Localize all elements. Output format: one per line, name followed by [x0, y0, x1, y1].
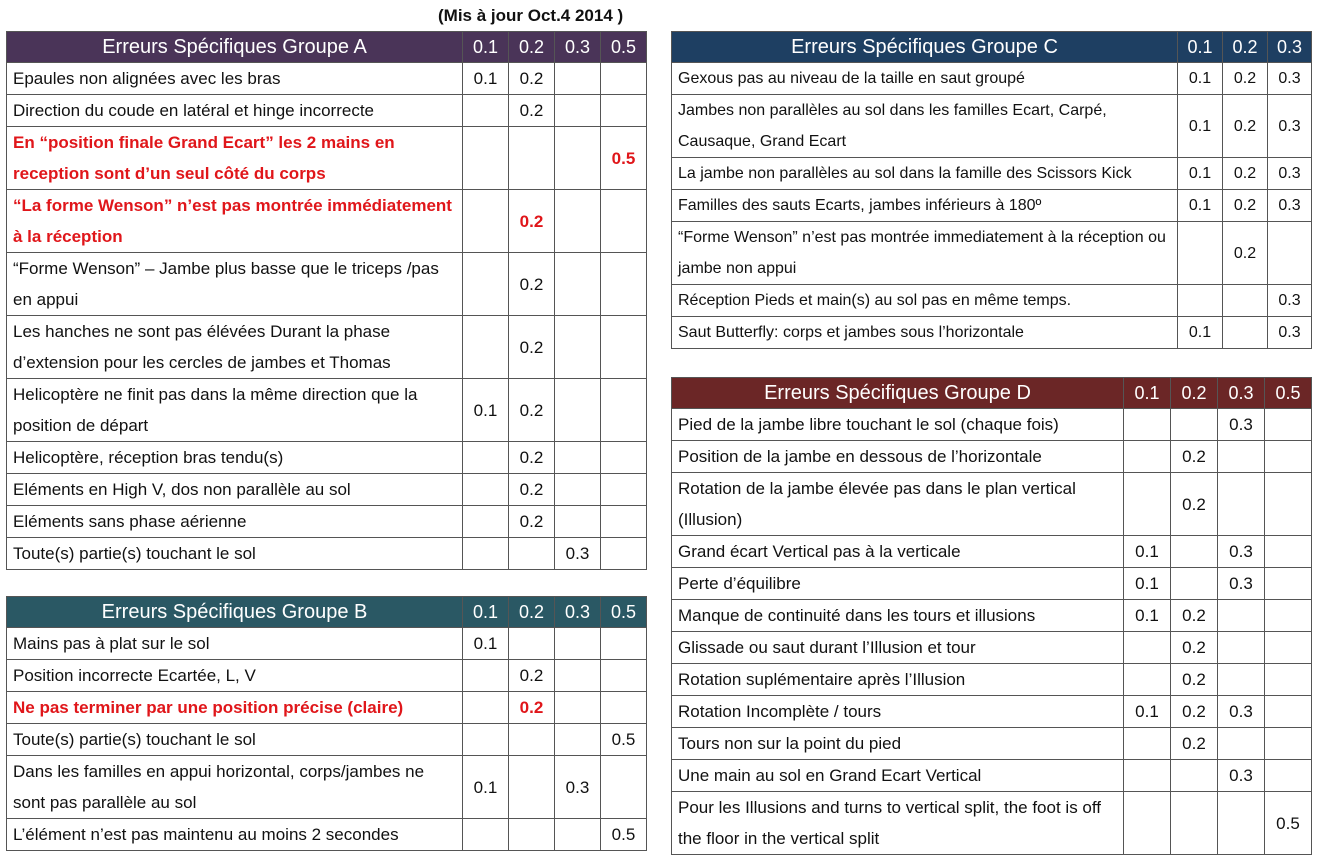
- deduction-cell: [1124, 760, 1171, 792]
- deduction-cell: [555, 63, 601, 95]
- deduction-cell: 0.2: [1171, 632, 1218, 664]
- deduction-cell: [509, 724, 555, 756]
- deduction-cell: 0.1: [463, 379, 509, 442]
- error-description: La jambe non parallèles au sol dans la famille des Scissors Kick: [672, 158, 1178, 190]
- table-row: [672, 536, 1312, 568]
- deduction-cell: 0.2: [509, 190, 555, 253]
- deduction-cell: 0.2: [1171, 728, 1218, 760]
- column-header: 0.1: [463, 597, 509, 628]
- error-description: Familles des sauts Ecarts, jambes inférieurs à 180º: [672, 190, 1178, 222]
- error-description: L’élément n’est pas maintenu au moins 2 secondes: [7, 819, 463, 851]
- table-row: [7, 724, 647, 756]
- table-row: [672, 95, 1312, 158]
- error-description: Pour les Illusions and turns to vertical split, the foot is off the floor in the vertical split: [672, 792, 1124, 855]
- deduction-cell: 0.2: [509, 660, 555, 692]
- deduction-cell: 0.3: [1268, 95, 1312, 158]
- error-description: Grand écart Vertical pas à la verticale: [672, 536, 1124, 568]
- error-description: Toute(s) partie(s) touchant le sol: [7, 538, 463, 570]
- deduction-cell: [1265, 696, 1312, 728]
- deduction-cell: [555, 692, 601, 724]
- table-groupe-d: [671, 377, 1312, 855]
- table-row: [7, 379, 647, 442]
- deduction-cell: 0.5: [1265, 792, 1312, 855]
- table-row: [672, 728, 1312, 760]
- deduction-cell: [1218, 441, 1265, 473]
- table-row: [7, 253, 647, 316]
- deduction-cell: 0.1: [1178, 317, 1223, 349]
- deduction-cell: [1265, 600, 1312, 632]
- deduction-cell: [1265, 632, 1312, 664]
- column-header: 0.1: [1178, 32, 1223, 63]
- group-title: Erreurs Spécifiques Groupe D: [672, 378, 1124, 409]
- deduction-cell: [463, 127, 509, 190]
- deduction-cell: [555, 442, 601, 474]
- deduction-cell: 0.5: [601, 819, 647, 851]
- deduction-cell: 0.5: [601, 127, 647, 190]
- table-row: [7, 95, 647, 127]
- table-row: [7, 692, 647, 724]
- deduction-cell: [601, 692, 647, 724]
- deduction-cell: [463, 442, 509, 474]
- error-description: Toute(s) partie(s) touchant le sol: [7, 724, 463, 756]
- deduction-cell: [555, 660, 601, 692]
- deduction-cell: [1223, 285, 1268, 317]
- error-description: Réception Pieds et main(s) au sol pas en même temps.: [672, 285, 1178, 317]
- deduction-cell: [555, 628, 601, 660]
- deduction-cell: [1265, 536, 1312, 568]
- error-description: Helicoptère, réception bras tendu(s): [7, 442, 463, 474]
- column-header: 0.2: [509, 597, 555, 628]
- deduction-cell: [601, 756, 647, 819]
- error-description: En “position finale Grand Ecart” les 2 mains en reception sont d’un seul côté du corps: [7, 127, 463, 190]
- table-row: [672, 63, 1312, 95]
- deduction-cell: 0.2: [509, 316, 555, 379]
- deduction-cell: [463, 474, 509, 506]
- error-description: “Forme Wenson” n’est pas montrée immediatement à la réception ou jambe non appui: [672, 222, 1178, 285]
- deduction-cell: 0.1: [1178, 158, 1223, 190]
- table-row: [672, 696, 1312, 728]
- deduction-cell: 0.3: [1218, 568, 1265, 600]
- deduction-cell: 0.3: [555, 538, 601, 570]
- table-row: [7, 316, 647, 379]
- deduction-cell: 0.2: [509, 474, 555, 506]
- deduction-cell: [509, 819, 555, 851]
- group-title: Erreurs Spécifiques Groupe A: [7, 32, 463, 63]
- error-description: Position incorrecte Ecartée, L, V: [7, 660, 463, 692]
- table-row: [672, 473, 1312, 536]
- deduction-cell: 0.1: [1124, 696, 1171, 728]
- column-header: 0.5: [601, 32, 647, 63]
- deduction-cell: [1124, 441, 1171, 473]
- column-header: 0.5: [601, 597, 647, 628]
- deduction-cell: 0.3: [1218, 760, 1265, 792]
- error-description: Ne pas terminer par une position précise (claire): [7, 692, 463, 724]
- deduction-cell: [1171, 409, 1218, 441]
- error-description: “Forme Wenson” – Jambe plus basse que le triceps /pas en appui: [7, 253, 463, 316]
- error-description: Les hanches ne sont pas élévées Durant la phase d’extension pour les cercles de jambes et Thomas: [7, 316, 463, 379]
- column-header: 0.2: [1171, 378, 1218, 409]
- error-description: Helicoptère ne finit pas dans la même direction que la position de départ: [7, 379, 463, 442]
- column-header: 0.1: [1124, 378, 1171, 409]
- deduction-cell: [509, 756, 555, 819]
- column-header: 0.2: [509, 32, 555, 63]
- deduction-cell: 0.3: [1218, 536, 1265, 568]
- table-row: [672, 792, 1312, 855]
- table-row: [7, 442, 647, 474]
- table-row: [7, 819, 647, 851]
- table-row: [672, 158, 1312, 190]
- deduction-cell: [1124, 728, 1171, 760]
- error-description: Gexous pas au niveau de la taille en saut groupé: [672, 63, 1178, 95]
- table-row: [7, 538, 647, 570]
- update-note: (Mis à jour Oct.4 2014 ): [438, 6, 624, 25]
- group-title: Erreurs Spécifiques Groupe C: [672, 32, 1178, 63]
- deduction-cell: [1265, 664, 1312, 696]
- deduction-cell: [463, 316, 509, 379]
- deduction-cell: 0.1: [1178, 190, 1223, 222]
- deduction-cell: 0.1: [1124, 568, 1171, 600]
- error-description: Jambes non parallèles au sol dans les familles Ecart, Carpé, Causaque, Grand Ecart: [672, 95, 1178, 158]
- table-row: [672, 409, 1312, 441]
- deduction-cell: 0.3: [1268, 190, 1312, 222]
- deduction-cell: [1171, 536, 1218, 568]
- table-header: [672, 378, 1312, 409]
- deduction-cell: [1178, 222, 1223, 285]
- deduction-cell: 0.2: [1223, 222, 1268, 285]
- deduction-cell: 0.1: [463, 756, 509, 819]
- error-description: Rotation Incomplète / tours: [672, 696, 1124, 728]
- deduction-cell: 0.3: [1268, 317, 1312, 349]
- table-row: [7, 756, 647, 819]
- deduction-cell: [463, 724, 509, 756]
- error-description: Position de la jambe en dessous de l’horizontale: [672, 441, 1124, 473]
- error-description: “La forme Wenson” n’est pas montrée immédiatement à la réception: [7, 190, 463, 253]
- deduction-cell: [463, 253, 509, 316]
- deduction-cell: [1218, 473, 1265, 536]
- deduction-cell: [555, 95, 601, 127]
- deduction-cell: [509, 628, 555, 660]
- deduction-cell: [1265, 728, 1312, 760]
- deduction-cell: [601, 538, 647, 570]
- deduction-cell: [509, 127, 555, 190]
- deduction-cell: 0.3: [1218, 696, 1265, 728]
- error-description: Rotation suplémentaire après l’Illusion: [672, 664, 1124, 696]
- deduction-cell: [1218, 792, 1265, 855]
- table-row: [672, 568, 1312, 600]
- table-row: [672, 285, 1312, 317]
- deduction-cell: [601, 474, 647, 506]
- table-row: [672, 441, 1312, 473]
- table-row: [672, 222, 1312, 285]
- deduction-cell: 0.2: [509, 95, 555, 127]
- deduction-cell: [555, 253, 601, 316]
- deduction-cell: [601, 379, 647, 442]
- deduction-cell: 0.1: [1124, 600, 1171, 632]
- group-title: Erreurs Spécifiques Groupe B: [7, 597, 463, 628]
- deduction-cell: [601, 506, 647, 538]
- error-description: Dans les familles en appui horizontal, corps/jambes ne sont pas parallèle au sol: [7, 756, 463, 819]
- table-groupe-b: [6, 596, 647, 851]
- deduction-cell: [555, 724, 601, 756]
- deduction-cell: [1268, 222, 1312, 285]
- deduction-cell: [1265, 568, 1312, 600]
- deduction-cell: 0.2: [1223, 63, 1268, 95]
- deduction-cell: [463, 538, 509, 570]
- deduction-cell: 0.2: [509, 253, 555, 316]
- deduction-cell: [1124, 409, 1171, 441]
- deduction-cell: 0.3: [1268, 285, 1312, 317]
- deduction-cell: 0.2: [1223, 158, 1268, 190]
- deduction-cell: 0.2: [1171, 696, 1218, 728]
- deduction-cell: [555, 819, 601, 851]
- deduction-cell: [463, 95, 509, 127]
- column-header: 0.5: [1265, 378, 1312, 409]
- deduction-cell: 0.1: [463, 628, 509, 660]
- deduction-cell: [463, 819, 509, 851]
- deduction-cell: [463, 660, 509, 692]
- deduction-cell: [1223, 317, 1268, 349]
- deduction-cell: [1178, 285, 1223, 317]
- error-description: Glissade ou saut durant l’Illusion et tour: [672, 632, 1124, 664]
- column-header: 0.3: [1268, 32, 1312, 63]
- deduction-cell: 0.2: [509, 63, 555, 95]
- error-description: Mains pas à plat sur le sol: [7, 628, 463, 660]
- table-row: [7, 660, 647, 692]
- table-row: [672, 317, 1312, 349]
- table-row: [672, 664, 1312, 696]
- deduction-cell: [509, 538, 555, 570]
- deduction-cell: [1265, 441, 1312, 473]
- table-row: [7, 506, 647, 538]
- table-row: [672, 600, 1312, 632]
- deduction-cell: [601, 628, 647, 660]
- deduction-cell: 0.1: [1178, 63, 1223, 95]
- deduction-cell: [1265, 473, 1312, 536]
- deduction-cell: [1265, 409, 1312, 441]
- table-groupe-c: [671, 31, 1312, 349]
- column-header: 0.2: [1223, 32, 1268, 63]
- error-description: Direction du coude en latéral et hinge incorrecte: [7, 95, 463, 127]
- deduction-cell: 0.2: [1171, 664, 1218, 696]
- deduction-cell: 0.5: [601, 724, 647, 756]
- table-row: [7, 127, 647, 190]
- column-header: 0.3: [555, 597, 601, 628]
- error-description: Manque de continuité dans les tours et illusions: [672, 600, 1124, 632]
- deduction-cell: 0.3: [555, 756, 601, 819]
- deduction-cell: [555, 506, 601, 538]
- deduction-cell: [601, 190, 647, 253]
- deduction-cell: [555, 190, 601, 253]
- table-row: [672, 190, 1312, 222]
- error-description: Eléments sans phase aérienne: [7, 506, 463, 538]
- error-description: Eléments en High V, dos non parallèle au sol: [7, 474, 463, 506]
- column-header: 0.3: [555, 32, 601, 63]
- deduction-cell: [601, 95, 647, 127]
- deduction-cell: 0.2: [1223, 190, 1268, 222]
- table-header: [672, 32, 1312, 63]
- deduction-cell: 0.2: [509, 442, 555, 474]
- deduction-cell: [601, 442, 647, 474]
- deduction-cell: 0.2: [1223, 95, 1268, 158]
- error-description: Saut Butterfly: corps et jambes sous l’horizontale: [672, 317, 1178, 349]
- deduction-cell: 0.2: [509, 379, 555, 442]
- error-description: Perte d’équilibre: [672, 568, 1124, 600]
- deduction-cell: [601, 63, 647, 95]
- column-header: 0.3: [1218, 378, 1265, 409]
- error-description: Une main au sol en Grand Ecart Vertical: [672, 760, 1124, 792]
- error-description: Tours non sur la point du pied: [672, 728, 1124, 760]
- deduction-cell: 0.2: [1171, 473, 1218, 536]
- deduction-cell: 0.3: [1218, 409, 1265, 441]
- deduction-cell: [1265, 760, 1312, 792]
- deduction-cell: [1218, 664, 1265, 696]
- table-row: [7, 628, 647, 660]
- deduction-cell: [1218, 600, 1265, 632]
- deduction-cell: [601, 660, 647, 692]
- deduction-cell: [463, 506, 509, 538]
- deduction-cell: [1171, 760, 1218, 792]
- deduction-cell: [1218, 728, 1265, 760]
- deduction-cell: 0.3: [1268, 63, 1312, 95]
- table-row: [7, 474, 647, 506]
- deduction-cell: 0.2: [1171, 600, 1218, 632]
- column-header: 0.1: [463, 32, 509, 63]
- table-row: [7, 63, 647, 95]
- table-header: [7, 597, 647, 628]
- deduction-cell: [601, 316, 647, 379]
- deduction-cell: 0.1: [1178, 95, 1223, 158]
- table-row: [7, 190, 647, 253]
- deduction-cell: 0.2: [1171, 441, 1218, 473]
- error-description: Rotation de la jambe élevée pas dans le plan vertical (Illusion): [672, 473, 1124, 536]
- deduction-cell: [1171, 568, 1218, 600]
- error-description: Epaules non alignées avec les bras: [7, 63, 463, 95]
- deduction-cell: [1218, 632, 1265, 664]
- table-row: [672, 632, 1312, 664]
- deduction-cell: 0.3: [1268, 158, 1312, 190]
- table-row: [672, 760, 1312, 792]
- deduction-cell: 0.1: [463, 63, 509, 95]
- deduction-cell: [555, 316, 601, 379]
- table-groupe-a: [6, 31, 647, 570]
- deduction-cell: [555, 379, 601, 442]
- deduction-cell: [555, 127, 601, 190]
- deduction-cell: [463, 692, 509, 724]
- deduction-cell: [1124, 792, 1171, 855]
- deduction-cell: 0.2: [509, 506, 555, 538]
- deduction-cell: [555, 474, 601, 506]
- deduction-cell: [1124, 632, 1171, 664]
- deduction-cell: [1124, 664, 1171, 696]
- deduction-cell: [1171, 792, 1218, 855]
- deduction-cell: [463, 190, 509, 253]
- deduction-cell: 0.2: [509, 692, 555, 724]
- table-header: [7, 32, 647, 63]
- deduction-cell: 0.1: [1124, 536, 1171, 568]
- deduction-cell: [601, 253, 647, 316]
- error-description: Pied de la jambe libre touchant le sol (chaque fois): [672, 409, 1124, 441]
- deduction-cell: [1124, 473, 1171, 536]
